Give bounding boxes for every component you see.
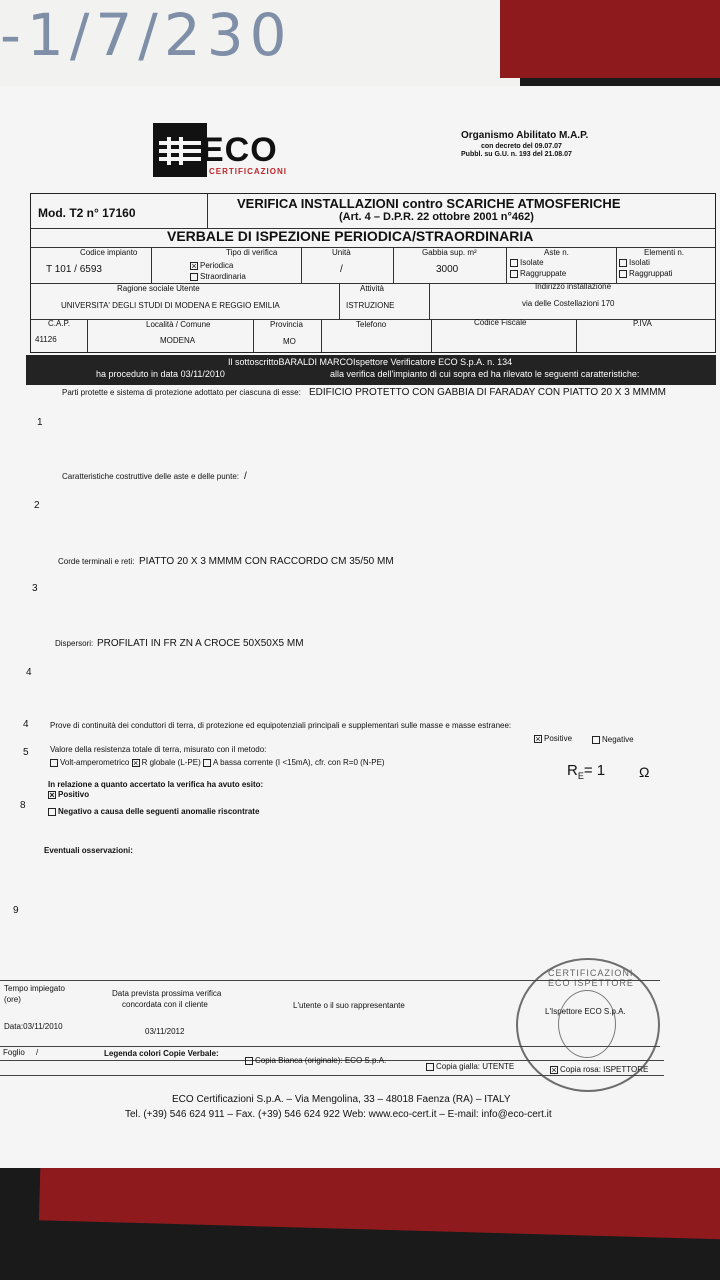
prove-text: Prove di continuità dei conduttori di terra, di protezione ed equipotenziali principali e supplementari sulle masse e masse estranee: [50,721,512,730]
indirizzo-label: Indirizzo installazione [535,282,612,291]
form-title: VERIFICA INSTALLAZIONI contro SCARICHE ATMOSFERICHE [237,196,621,211]
aste-isolate: Isolate [510,259,544,267]
s4-value: PROFILATI IN FR ZN A CROCE 50X50X5 MM [97,638,304,649]
elementi-isolati-checkbox[interactable] [619,259,627,267]
volt-checkbox[interactable] [50,759,58,767]
tempo-label: Tempo impiegato [4,984,65,993]
unita-value: / [340,264,343,275]
elementi-isolati: Isolati [619,259,650,267]
esito-negativo: Negativo a causa delle seguenti anomalie riscontrate [48,808,259,816]
logo-sub: CERTIFICAZIONI [209,167,287,176]
prove-number: 4 [23,719,29,730]
provincia-label: Provincia [270,320,303,329]
tipo-periodica: ×Periodica [190,262,233,270]
s1-value: EDIFICIO PROTETTO CON GABBIA DI FARADAY CON PIATTO 20 X 3 MMMM [309,387,666,398]
unita-label: Unità [332,248,351,257]
utente-signature-label: L'utente o il suo rappresentante [293,1001,405,1010]
prove-negative: Negative [592,736,634,744]
copia-bianca-checkbox[interactable] [245,1057,253,1065]
osservazioni-label: Eventuali osservazioni: [44,846,133,855]
logo-word: ECO [201,131,278,169]
attivita-value: ISTRUZIONE [346,301,395,310]
data-prossima-label: Data prevista prossima verifica [112,989,222,998]
copia-bianca: Copia Bianca (originale): ECO S.p.A. [245,1057,386,1065]
straordinaria-checkbox[interactable] [190,273,198,281]
company-stamp [516,958,660,1092]
prove-positive-checkbox[interactable] [534,735,542,743]
cap-label: C.A.P. [48,319,71,328]
tempo-unit: (ore) [4,995,21,1004]
data-prossima-sub: concordata con il cliente [122,1000,208,1009]
ragione-label: Ragione sociale Utente [117,284,200,293]
model-number: Mod. T2 n° 17160 [38,206,136,220]
elementi-label: Elementi n. [644,248,685,257]
bassa-checkbox[interactable] [203,759,211,767]
re-value: $R_E= 1$ [567,762,606,781]
aste-isolate-checkbox[interactable] [510,259,518,267]
copia-gialla: Copia gialla: UTENTE [426,1063,514,1071]
aste-raggruppate-checkbox[interactable] [510,270,518,278]
esito-intro: In relazione a quanto accertato la verifica ha avuto esito: [48,780,264,789]
tipo-label: Tipo di verifica [226,248,278,257]
method-options: Volt-amperometrico × R globale (L-PE) A bassa corrente (I <15mA), cfr. con R=0 (N-PE) [50,759,385,767]
inspection-date: ha proceduto in data 03/11/2010 [96,369,225,379]
inspector-line: Il sottoscrittoBARALDI MARCOIspettore Verificatore ECO S.p.A. n. 134 [228,357,513,367]
verbale-title: VERBALE DI ISPEZIONE PERIODICA/STRAORDINARIA [167,228,534,244]
inspection-note: alla verifica dell'impianto di cui sopra ed ha rilevato le seguenti caratteristiche: [330,369,640,379]
logo-mark-icon [153,123,207,177]
stamp-text: CERTIFICAZIONI ECO ISPETTORE [548,968,634,988]
elementi-raggruppati-checkbox[interactable] [619,270,627,278]
piva-label: P.IVA [633,319,652,328]
s3-value: PIATTO 20 X 3 MMMM CON RACCORDO CM 35/50 MM [139,556,394,567]
periodica-checkbox[interactable] [190,262,198,270]
s3-label: Corde terminali e reti: [58,557,135,566]
company-address: ECO Certificazioni S.p.A. – Via Mengolina, 33 – 48018 Faenza (RA) – ITALY [172,1094,511,1105]
rglobale-checkbox[interactable] [132,759,140,767]
s2-label: Caratteristiche costruttive delle aste e delle punte: [62,472,239,481]
organism-line1: Organismo Abilitato M.A.P. [461,130,589,141]
eco-logo [153,123,293,177]
prove-positive: ×Positive [534,735,572,743]
foglio-value: / [36,1048,39,1057]
tipo-straordinaria: Straordinaria [190,273,246,281]
attivita-label: Attività [360,284,385,293]
s2-value: / [244,471,247,482]
foglio-label: Foglio [3,1048,25,1057]
handwritten-note: -1/7/230 [0,1,293,69]
ohm-unit: Ω [639,764,650,780]
ispettore-signature-label: L'Ispettore ECO S.p.A. [545,1007,626,1016]
s4-number: 4 [26,667,32,678]
copia-gialla-checkbox[interactable] [426,1063,434,1071]
prove-negative-checkbox[interactable] [592,736,600,744]
organism-line2: con decreto del 09.07.07 [481,143,562,150]
ragione-value: UNIVERSITA' DEGLI STUDI DI MODENA E REGGIO EMILIA [61,301,280,310]
s1-label: Parti protette e sistema di protezione adottato per ciascuna di esse: [62,388,301,397]
data-field: Data:03/11/2010 [4,1022,63,1031]
s1-number: 1 [37,417,43,428]
red-folder-top [500,0,720,78]
esito-number: 8 [20,800,26,811]
esito-positivo-checkbox[interactable] [48,791,56,799]
codice-label: Codice impianto [80,248,138,257]
telefono-label: Telefono [356,320,387,329]
esito-positivo: ×Positivo [48,791,89,799]
inspector-band [26,355,716,385]
company-contacts: Tel. (+39) 546 624 911 – Fax. (+39) 546 624 922 Web: www.eco-cert.it – E-mail: info@eco-cert.it [125,1109,552,1120]
s3-number: 3 [32,583,38,594]
esito-negativo-checkbox[interactable] [48,808,56,816]
indirizzo-value: via delle Costellazioni 170 [522,299,615,308]
form-subtitle: (Art. 4 – D.P.R. 22 ottobre 2001 n°462) [339,211,534,223]
cap-value: 41126 [35,335,57,344]
copia-rosa: × Copia rosa: ISPETTORE [550,1066,648,1074]
s4-label: Dispersori: [55,639,94,648]
gabbia-value: 3000 [436,264,459,275]
osservazioni-number: 9 [13,905,19,916]
organism-line3: Pubbl. su G.U. n. 193 del 21.08.07 [461,151,572,158]
cf-label: Codice Fiscale [474,318,527,327]
gabbia-label: Gabbia sup. m² [422,248,477,257]
localita-label: Località / Comune [146,320,211,329]
codice-value: T 101 / 6593 [46,264,102,275]
data-prossima-value: 03/11/2012 [145,1027,185,1036]
resistenza-number: 5 [23,747,29,758]
localita-value: MODENA [160,336,196,345]
elementi-raggruppati: Raggruppati [619,270,673,278]
legenda-label: Legenda colori Copie Verbale: [104,1049,219,1058]
s2-number: 2 [34,500,40,511]
aste-raggruppate: Raggruppate [510,270,566,278]
aste-label: Aste n. [544,248,569,257]
resistenza-text: Valore della resistenza totale di terra, misurato con il metodo: [50,745,267,754]
provincia-value: MO [283,337,296,346]
